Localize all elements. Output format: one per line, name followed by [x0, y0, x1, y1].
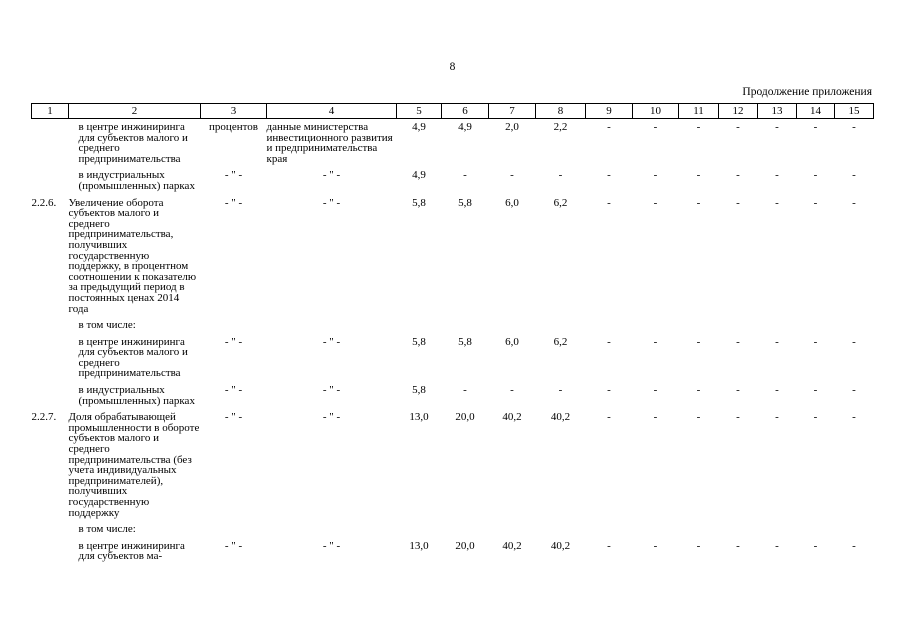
value-cell: -	[813, 196, 818, 209]
value-cell: -	[653, 411, 658, 424]
value-cell	[835, 314, 874, 331]
indicator-name: Увеличение оборота субъектов малого и среднего предпринимательства, получивших государственную поддержку, в процентном соотношении к показателю за предыдущий период в постоянных ценах 2014 года	[68, 196, 197, 315]
value-cell: 5,8	[458, 196, 472, 209]
indicator-name: Доля обрабатывающей промышленности в обороте субъектов малого и среднего предпринимательства (без учета индивидуальных предпринимателей), получивших государственную поддержку	[68, 411, 200, 519]
column-header: 14	[797, 104, 835, 119]
value-cell: -	[510, 169, 514, 182]
value-cell: -	[653, 384, 658, 397]
value-cell	[679, 518, 719, 535]
value-cell: -	[775, 384, 779, 397]
indicator-name: в том числе:	[78, 523, 136, 536]
unit: процентов	[209, 121, 258, 133]
value-cell: 5,8	[412, 196, 426, 209]
value-cell: 6,2	[553, 335, 568, 348]
data-source: - " -	[322, 539, 341, 552]
value-cell	[633, 518, 679, 535]
value-cell: -	[607, 121, 611, 133]
unit: - " -	[224, 196, 243, 209]
value-cell: -	[775, 539, 779, 552]
table-row	[32, 119, 874, 165]
value-cell: 2,2	[553, 121, 568, 133]
value-cell: 4,9	[412, 169, 426, 182]
table-row	[32, 518, 874, 535]
table-row	[32, 164, 874, 191]
column-header: 4	[267, 104, 397, 119]
row-code	[32, 164, 69, 191]
value-cell: -	[736, 169, 740, 182]
value-cell: -	[653, 335, 658, 348]
value-cell: 40,2	[550, 411, 571, 424]
row-code	[32, 314, 69, 331]
value-cell: 40,2	[550, 539, 571, 552]
row-code	[32, 379, 69, 406]
value-cell: -	[736, 335, 740, 348]
value-cell: -	[775, 121, 779, 133]
value-cell: -	[852, 335, 856, 348]
value-cell: -	[463, 384, 467, 397]
unit: - " -	[224, 539, 243, 552]
value-cell: -	[696, 335, 701, 348]
column-header: 12	[719, 104, 758, 119]
value-cell: -	[653, 539, 658, 552]
row-code	[32, 535, 69, 562]
value-cell: -	[510, 384, 514, 397]
value-cell: -	[653, 196, 658, 209]
value-cell	[758, 314, 797, 331]
value-cell	[835, 518, 874, 535]
indicator-name: в индустриальных (промышленных) парках	[78, 169, 195, 192]
column-header: 7	[489, 104, 536, 119]
value-cell: -	[813, 384, 818, 397]
value-cell: 5,8	[458, 335, 472, 348]
indicator-name: в центре инжиниринга для субъектов малого и среднего предпринимательства	[78, 121, 188, 165]
value-cell: -	[813, 411, 818, 424]
indicator-name: в том числе:	[78, 319, 136, 332]
value-cell: -	[736, 196, 740, 209]
value-cell: -	[653, 169, 658, 182]
value-cell	[758, 518, 797, 535]
value-cell: -	[852, 196, 856, 209]
value-cell: -	[813, 539, 818, 552]
value-cell: -	[696, 384, 701, 397]
value-cell: -	[852, 411, 856, 424]
continuation-label: Продолжение приложения	[742, 86, 872, 98]
table-row	[32, 314, 874, 331]
value-cell: -	[775, 411, 779, 424]
value-cell: -	[607, 411, 611, 424]
unit: - " -	[224, 384, 243, 397]
column-header: 5	[397, 104, 442, 119]
value-cell: -	[736, 384, 740, 397]
value-cell	[489, 314, 536, 331]
value-cell	[489, 518, 536, 535]
table-row	[32, 535, 874, 562]
row-code: 2.2.7.	[31, 411, 57, 424]
value-cell: 6,0	[505, 335, 519, 348]
value-cell: -	[813, 335, 818, 348]
value-cell: 4,9	[458, 121, 472, 133]
value-cell: -	[696, 121, 701, 133]
value-cell	[442, 518, 489, 535]
value-cell: -	[736, 121, 740, 133]
unit: - " -	[224, 411, 243, 424]
data-source	[267, 518, 397, 535]
value-cell: 13,0	[409, 411, 429, 424]
data-source	[267, 314, 397, 331]
value-cell: -	[607, 196, 611, 209]
data-source: - " -	[322, 169, 341, 182]
value-cell: -	[852, 384, 856, 397]
column-header: 6	[442, 104, 489, 119]
value-cell: -	[463, 169, 467, 182]
value-cell: -	[852, 169, 856, 182]
table-row	[32, 192, 874, 315]
value-cell: -	[653, 121, 658, 133]
row-code: 2.2.6.	[31, 196, 57, 209]
data-source: - " -	[322, 335, 341, 348]
value-cell: 6,0	[505, 196, 519, 209]
value-cell: -	[775, 196, 779, 209]
value-cell: -	[696, 411, 701, 424]
value-cell: 13,0	[409, 539, 429, 552]
value-cell: -	[696, 196, 701, 209]
value-cell: -	[607, 335, 611, 348]
value-cell: 5,8	[412, 384, 426, 397]
column-header: 10	[633, 104, 679, 119]
value-cell: 6,2	[553, 196, 568, 209]
value-cell: -	[558, 384, 563, 397]
indicator-name: в индустриальных (промышленных) парках	[78, 384, 195, 407]
value-cell: -	[852, 539, 856, 552]
value-cell: 4,9	[412, 121, 426, 133]
row-code	[32, 518, 69, 535]
value-cell	[633, 314, 679, 331]
value-cell: -	[736, 411, 740, 424]
column-header: 9	[586, 104, 633, 119]
page-number: 8	[449, 61, 456, 73]
value-cell	[586, 518, 633, 535]
value-cell	[442, 314, 489, 331]
value-cell	[797, 518, 835, 535]
value-cell: -	[813, 121, 818, 133]
column-number-row	[32, 104, 874, 119]
value-cell: 40,2	[502, 411, 522, 424]
value-cell: -	[852, 121, 856, 133]
value-cell	[679, 314, 719, 331]
value-cell: 5,8	[412, 335, 426, 348]
table-row	[32, 406, 874, 518]
table-row	[32, 379, 874, 406]
table-row	[32, 331, 874, 379]
value-cell: 20,0	[455, 539, 475, 552]
value-cell: 20,0	[455, 411, 475, 424]
value-cell: -	[813, 169, 818, 182]
indicator-name: в центре инжиниринга для субъектов малого и среднего предпринимательства	[78, 335, 188, 380]
column-header: 2	[69, 104, 201, 119]
value-cell: -	[775, 335, 779, 348]
data-source: - " -	[322, 384, 341, 397]
unit	[201, 518, 267, 535]
unit	[201, 314, 267, 331]
value-cell: -	[775, 169, 779, 182]
value-cell: -	[558, 169, 563, 182]
value-cell	[536, 314, 586, 331]
value-cell: -	[607, 169, 611, 182]
value-cell: -	[607, 384, 611, 397]
data-source: данные министерства инвестиционного развития и предпринимательства края	[266, 121, 393, 165]
value-cell: -	[736, 539, 740, 552]
column-header: 3	[201, 104, 267, 119]
indicator-name: в центре инжиниринга для субъектов ма-	[78, 539, 185, 563]
column-header: 8	[536, 104, 586, 119]
value-cell: -	[696, 169, 701, 182]
value-cell	[586, 314, 633, 331]
value-cell	[536, 518, 586, 535]
value-cell: -	[607, 539, 611, 552]
value-cell: 2,0	[505, 121, 519, 133]
data-source: - " -	[322, 196, 341, 209]
column-header: 11	[679, 104, 719, 119]
value-cell: 40,2	[502, 539, 522, 552]
column-header: 13	[758, 104, 797, 119]
value-cell	[719, 314, 758, 331]
value-cell	[719, 518, 758, 535]
data-source: - " -	[322, 411, 341, 424]
unit: - " -	[224, 169, 243, 182]
indicators-table	[31, 103, 874, 562]
row-code	[32, 331, 69, 379]
value-cell	[397, 314, 442, 331]
column-header: 1	[32, 104, 69, 119]
value-cell	[797, 314, 835, 331]
value-cell: -	[696, 539, 701, 552]
value-cell	[397, 518, 442, 535]
column-header: 15	[835, 104, 874, 119]
unit: - " -	[224, 335, 243, 348]
row-code	[32, 119, 69, 165]
